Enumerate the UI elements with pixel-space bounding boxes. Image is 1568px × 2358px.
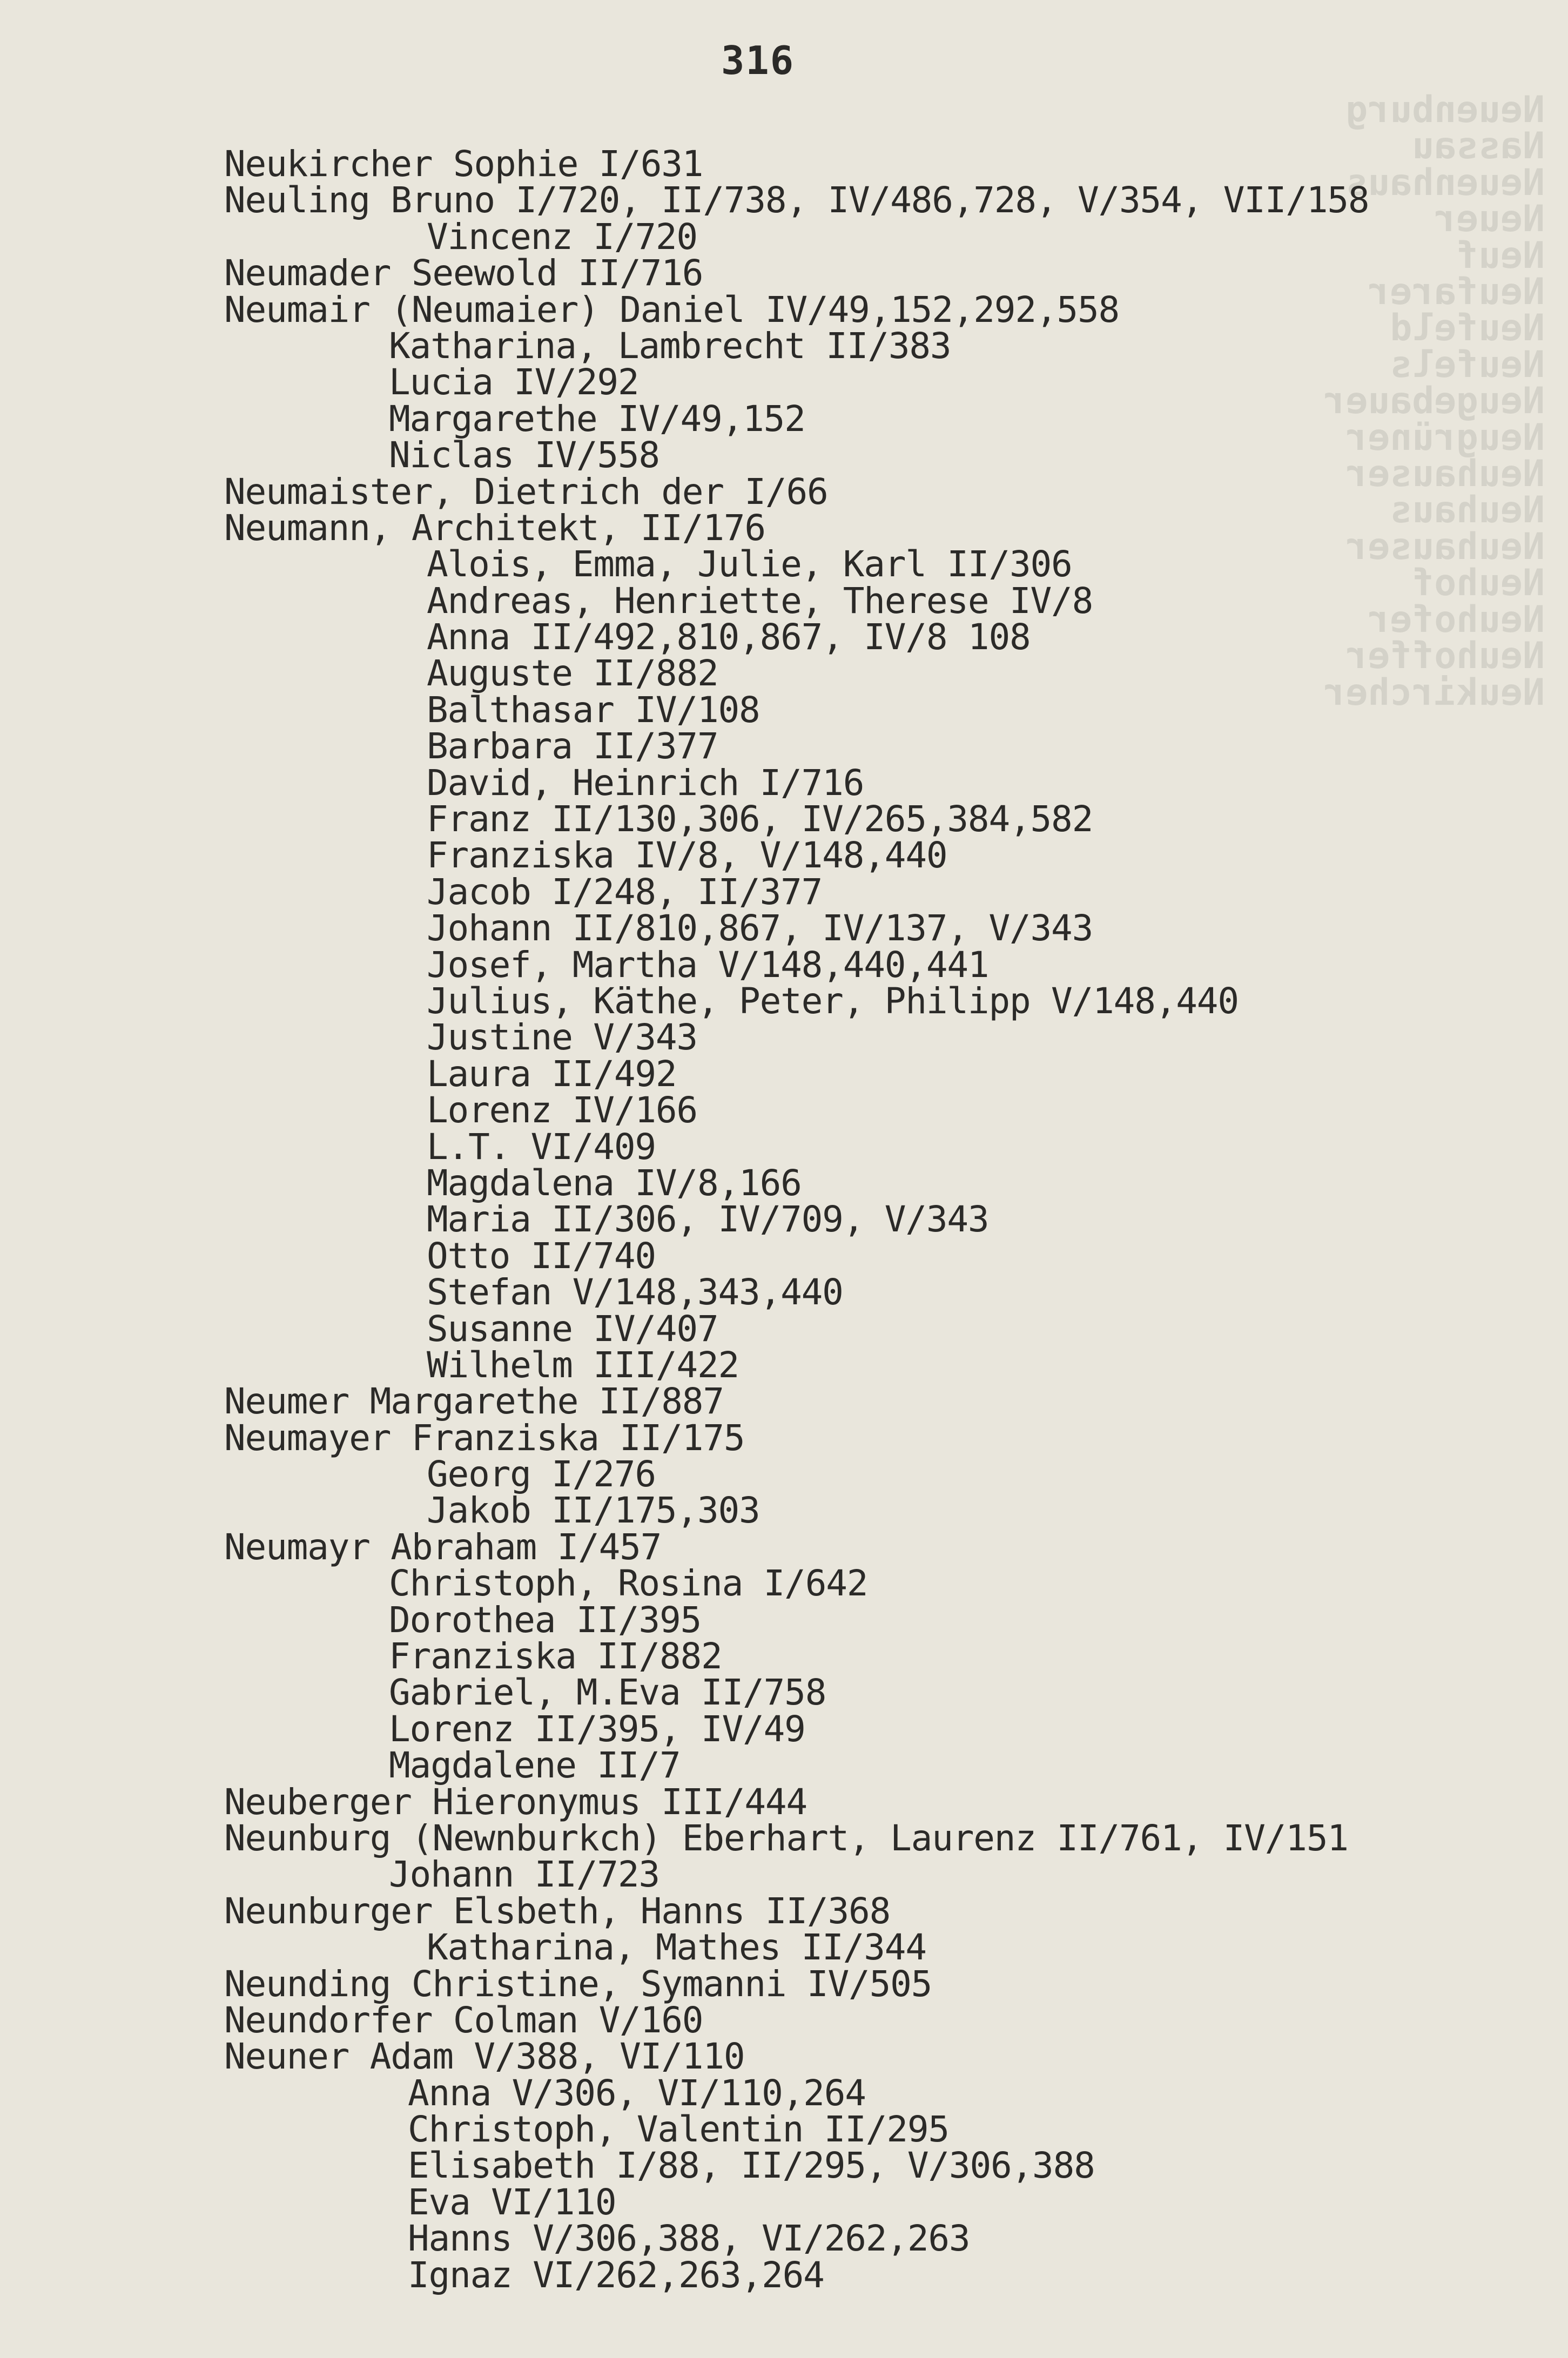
index-subentry: Susanne IV/407 <box>427 1308 718 1350</box>
index-entries <box>224 143 1466 2296</box>
index-entry: Neundorfer Colman V/160 <box>224 1999 703 2041</box>
index-subentry: Lorenz II/395, IV/49 <box>389 1708 805 1750</box>
index-subentry: Franziska IV/8, V/148,440 <box>427 834 947 877</box>
index-entry: Neuberger Hieronymus III/444 <box>224 1781 807 1823</box>
index-subentry: Laura II/492 <box>427 1053 677 1095</box>
index-subentry: Auguste II/882 <box>427 652 718 695</box>
index-subentry: Dorothea II/395 <box>389 1599 702 1641</box>
index-subentry: Magdalene II/7 <box>389 1744 681 1787</box>
index-subentry: Alois, Emma, Julie, Karl II/306 <box>427 543 1072 585</box>
index-subentry: Franz II/130,306, IV/265,384,582 <box>427 798 1093 840</box>
index-subentry: Julius, Käthe, Peter, Philipp V/148,440 <box>427 980 1239 1022</box>
index-subentry: Johann II/723 <box>389 1854 659 1896</box>
index-entry: Neumaister, Dietrich der I/66 <box>224 470 828 513</box>
index-entry: Neumayer Franziska II/175 <box>224 1417 745 1459</box>
index-entry: Neumader Seewold II/716 <box>224 252 703 294</box>
index-subentry: Stefan V/148,343,440 <box>427 1271 843 1313</box>
index-subentry: Justine V/343 <box>427 1016 697 1059</box>
index-subentry: Christoph, Valentin II/295 <box>408 2108 949 2151</box>
show-through-text: Neuenburg Nassau Neuenhaus Neuer Neuf Neufarer Neufeld Neufels Neugebauer Neugrüner Neuhauser Neuhaus Neuhauser Neuhof Neuhofer Neuhoffer Neukircher <box>1323 89 1545 714</box>
index-subentry: Magdalena IV/8,166 <box>427 1162 802 1204</box>
index-entry: Neumann, Architekt, II/176 <box>224 507 765 549</box>
index-subentry: Josef, Martha V/148,440,441 <box>427 944 989 986</box>
index-subentry: Eva VI/110 <box>408 2181 616 2223</box>
index-subentry: Katharina, Mathes II/344 <box>427 1926 926 1969</box>
index-entry: Neunding Christine, Symanni IV/505 <box>224 1963 932 2005</box>
index-subentry: Anna II/492,810,867, IV/8 108 <box>427 616 1031 658</box>
index-subentry: Barbara II/377 <box>427 725 718 767</box>
index-entry: Neumayr Abraham I/457 <box>224 1526 662 1568</box>
index-subentry: Lucia IV/292 <box>389 361 639 403</box>
index-subentry: Vincenz I/720 <box>427 215 697 258</box>
index-subentry: Balthasar IV/108 <box>427 689 760 731</box>
page-number: 316 <box>721 38 795 83</box>
index-subentry: Niclas IV/558 <box>389 434 659 476</box>
index-subentry: Otto II/740 <box>427 1235 656 1277</box>
index-subentry: Lorenz IV/166 <box>427 1089 697 1131</box>
index-subentry: Gabriel, M.Eva II/758 <box>389 1672 826 1714</box>
index-subentry: Maria II/306, IV/709, V/343 <box>427 1198 989 1241</box>
index-subentry: Jacob I/248, II/377 <box>427 871 823 913</box>
index-subentry: Andreas, Henriette, Therese IV/8 <box>427 580 1093 622</box>
index-subentry: Franziska II/882 <box>389 1635 722 1677</box>
index-subentry: Ignaz VI/262,263,264 <box>408 2254 824 2296</box>
index-subentry: Christoph, Rosina I/642 <box>389 1562 868 1605</box>
index-subentry: Wilhelm III/422 <box>427 1344 739 1386</box>
index-entry: Neukircher Sophie I/631 <box>224 143 703 185</box>
index-subentry: L.T. VI/409 <box>427 1126 656 1168</box>
index-subentry: Anna V/306, VI/110,264 <box>408 2072 866 2114</box>
index-subentry: Margarethe IV/49,152 <box>389 398 805 440</box>
index-subentry: Katharina, Lambrecht II/383 <box>389 325 951 367</box>
index-subentry: Georg I/276 <box>427 1453 656 1495</box>
index-entry: Neunburg (Newnburkch) Eberhart, Laurenz II/761, IV/151 <box>224 1817 1348 1859</box>
index-entry: Neumair (Neumaier) Daniel IV/49,152,292,558 <box>224 288 1120 331</box>
index-subentry: David, Heinrich I/716 <box>427 762 864 804</box>
index-subentry: Elisabeth I/88, II/295, V/306,388 <box>408 2145 1095 2187</box>
index-entry: Neumer Margarethe II/887 <box>224 1380 724 1423</box>
index-subentry: Hanns V/306,388, VI/262,263 <box>408 2218 970 2260</box>
index-subentry: Jakob II/175,303 <box>427 1490 760 1532</box>
index-entry: Neuner Adam V/388, VI/110 <box>224 2036 745 2078</box>
index-subentry: Johann II/810,867, IV/137, V/343 <box>427 907 1093 949</box>
index-entry: Neunburger Elsbeth, Hanns II/368 <box>224 1890 891 1932</box>
index-entry: Neuling Bruno I/720, II/738, IV/486,728, V/354, VII/158 <box>224 179 1369 221</box>
